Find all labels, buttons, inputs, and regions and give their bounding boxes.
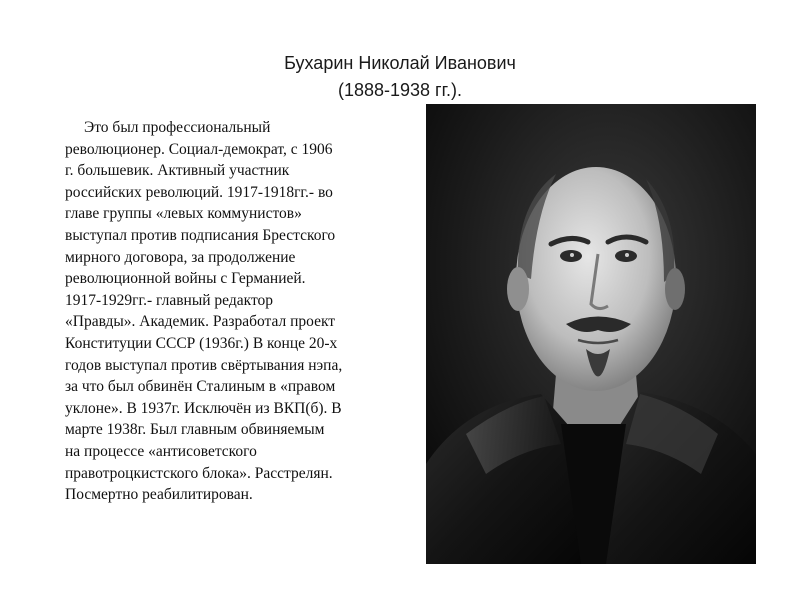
portrait-photo — [426, 104, 756, 564]
slide-title — [260, 50, 540, 104]
title-name: Бухарин Николай Иванович — [284, 53, 516, 73]
biography-line: Конституции СССР (1936г.) В конце 20-х — [65, 334, 338, 352]
biography-line: за что был обвинён Сталиным в «правом — [65, 378, 336, 396]
biography-line: уклоне». В 1937г. Исключён из ВКП(б). В — [65, 399, 342, 417]
biography-line: правотроцкистского блока». Расстрелян. — [65, 464, 333, 482]
biography-line: марте 1938г. Был главным обвиняемым — [65, 421, 325, 439]
portrait-illustration — [426, 104, 756, 564]
biography-line: «Правды». Академик. Разработал проект — [65, 313, 336, 331]
biography-line: революционер. Социал-демократ, с 1906 — [65, 140, 333, 158]
biography-line: годов выступал против свёртывания нэпа, — [65, 356, 343, 374]
biography-line: российских революций. 1917-1918гг.- во — [65, 183, 333, 201]
biography-line: Это был профессиональный — [84, 119, 271, 136]
biography-line: 1917-1929гг.- главный редактор — [65, 291, 274, 309]
biography-line: выступал против подписания Брестского — [65, 226, 336, 244]
biography-line: революционной войны с Германией. — [65, 270, 306, 288]
biography-line: г. большевик. Активный участник — [65, 162, 290, 180]
biography-line: Посмертно реабилитирован. — [65, 486, 253, 504]
biography-line: мирного договора, за продолжение — [65, 248, 296, 266]
biography-text — [65, 117, 417, 506]
biography-line: главе группы «левых коммунистов» — [65, 205, 302, 223]
title-years: (1888-1938 гг.). — [337, 80, 462, 100]
biography-line: на процессе «антисоветского — [65, 442, 257, 460]
